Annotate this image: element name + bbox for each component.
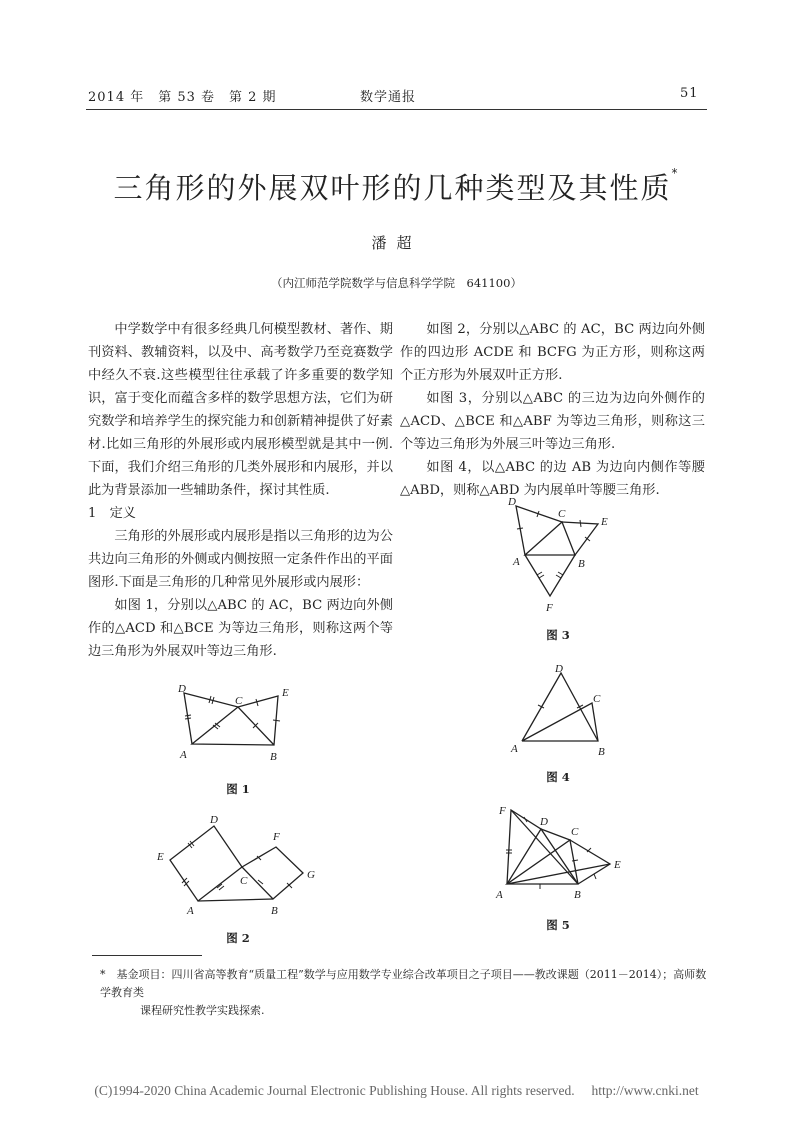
- figure-5-triangle-abd: [507, 829, 578, 884]
- fig5-label-a: A: [496, 889, 503, 901]
- figure-3-triangle-abc: [525, 522, 575, 555]
- fig4-label-c: C: [593, 693, 601, 705]
- title-footnote-mark: *: [671, 166, 680, 180]
- figure-3-triangle-acd: [516, 506, 562, 555]
- footnote: [100, 966, 710, 1020]
- figure-2-square-bcfg: [242, 847, 303, 899]
- footnote-line-1: [100, 966, 710, 1002]
- article-title-text: 三角形的外展双叶形的几种类型及其性质: [113, 171, 672, 205]
- header-issue: 2014 年 第 53 卷 第 2 期: [88, 90, 277, 105]
- figure-3-diagram: [500, 495, 625, 620]
- fig5-label-b: B: [574, 889, 581, 901]
- author: 潘超: [371, 234, 422, 252]
- figure1-paragraph: 如图 1，分别以△ABC 的 AC，BC 两边向外侧作的△ACD 和△BCE 为等边三角形，则称这两个等边三角形为外展双叶等边三角形.: [88, 598, 393, 659]
- header-journal: 数学通报: [360, 90, 417, 105]
- fig2-label-d: D: [210, 814, 218, 826]
- figure-3-triangle-abf: [525, 555, 575, 596]
- fig3-label-b: B: [578, 558, 585, 570]
- figure-5-caption: 图 5: [546, 918, 570, 932]
- left-column: [88, 318, 393, 663]
- fig1-label-a: A: [180, 749, 187, 761]
- fig2-label-c: C: [240, 875, 248, 887]
- fig1-label-d: D: [178, 683, 186, 695]
- fig1-label-c: C: [235, 695, 243, 707]
- figure-2-caption: 图 2: [226, 931, 250, 945]
- fig2-label-e: E: [157, 851, 164, 863]
- fig1-label-e: E: [282, 687, 289, 699]
- fig3-label-f: F: [546, 602, 553, 614]
- fig3-label-d: D: [508, 496, 516, 508]
- figure-3-triangle-bce: [562, 522, 598, 555]
- fig5-label-f: F: [499, 805, 506, 817]
- affiliation: （内江师范学院数学与信息科学学院 641100）: [271, 276, 522, 290]
- figure-4-diagram: [505, 660, 620, 760]
- figure-4-triangle-abd: [522, 673, 598, 741]
- fig5-label-c: C: [571, 826, 579, 838]
- right-column: [400, 318, 705, 502]
- fig2-label-b: B: [271, 905, 278, 917]
- figure-1-caption: 图 1: [226, 782, 250, 796]
- footnote-text-1: 基金项目：四川省高等教育“质量工程”数学与应用数学专业综合改革项目之子项目——教改课题（2011－2014）；高师数学教育类: [100, 968, 707, 999]
- figure3-paragraph: 如图 3，分别以△ABC 的三边为边向外侧作的△ACD、△BCE 和△ABF 为等边三角形，则称这三个等边三角形为外展三叶等边三角形.: [400, 391, 705, 452]
- copyright-notice: (C)1994-2020 China Academic Journal Electronic Publishing House. All rights reserved. http://www.cnki.net: [94, 1083, 699, 1098]
- fig5-label-e: E: [614, 859, 621, 871]
- fig1-label-b: B: [270, 751, 277, 763]
- footnote-line-2: 课程研究性教学实践探索.: [140, 1004, 265, 1017]
- figure-3-caption: 图 3: [546, 628, 570, 642]
- fig3-label-c: C: [558, 508, 566, 520]
- footnote-mark: *: [100, 968, 106, 981]
- figure-5-triangle-bce: [570, 840, 610, 884]
- figure-1-diagram: [170, 680, 310, 770]
- figure-1-lines: [184, 693, 278, 745]
- header-rule: [86, 109, 707, 110]
- fig4-label-a: A: [511, 743, 518, 755]
- fig5-label-d: D: [540, 816, 548, 828]
- fig2-label-a: A: [187, 905, 194, 917]
- definition-paragraph: 三角形的外展形或内展形是指以三角形的边为公共边向三角形的外侧或内侧按照一定条件作出的平面图形.下面是三角形的几种常见外展形或内展形：: [88, 529, 393, 590]
- article-title: [0, 166, 793, 207]
- section-heading: 1 定义: [88, 506, 136, 521]
- fig4-label-d: D: [555, 663, 563, 675]
- figure-2-diagram: [150, 810, 330, 920]
- figure4-paragraph: 如图 4，以△ABC 的边 AB 为边向内侧作等腰△ABD，则称△ABD 为内展单叶等腰三角形.: [400, 460, 705, 498]
- figure-2-square-acde: [170, 826, 242, 901]
- fig2-label-f: F: [273, 831, 280, 843]
- fig2-label-g: G: [307, 869, 315, 881]
- header-page-number: 51: [680, 86, 699, 101]
- intro-paragraph: 中学数学中有很多经典几何模型教材、著作、期刊资料、教辅资料，以及中、高考数学乃至竞赛数学中经久不衰.这些模型往往承载了许多重要的数学知识，富于变化而蕴含多样的数学思想方法，它们为研究数学和培养学生的探究能力和创新精神提供了好素材.比如三角形的外展形或内展形模型就是其中一例.下面，我们介绍三角形的几类外展形和内展形，并以此为背景添加一些辅助条件，探讨其性质.: [88, 322, 393, 498]
- fig4-label-b: B: [598, 746, 605, 758]
- figure2-paragraph: 如图 2，分别以△ABC 的 AC，BC 两边向外侧作的四边形 ACDE 和 BCFG 为正方形，则称这两个正方形为外展双叶正方形.: [400, 322, 705, 383]
- footnote-rule: [92, 955, 202, 956]
- figure-5-diagram: [490, 800, 630, 910]
- fig3-label-a: A: [513, 556, 520, 568]
- figure-4-caption: 图 4: [546, 770, 570, 784]
- fig3-label-e: E: [601, 516, 608, 528]
